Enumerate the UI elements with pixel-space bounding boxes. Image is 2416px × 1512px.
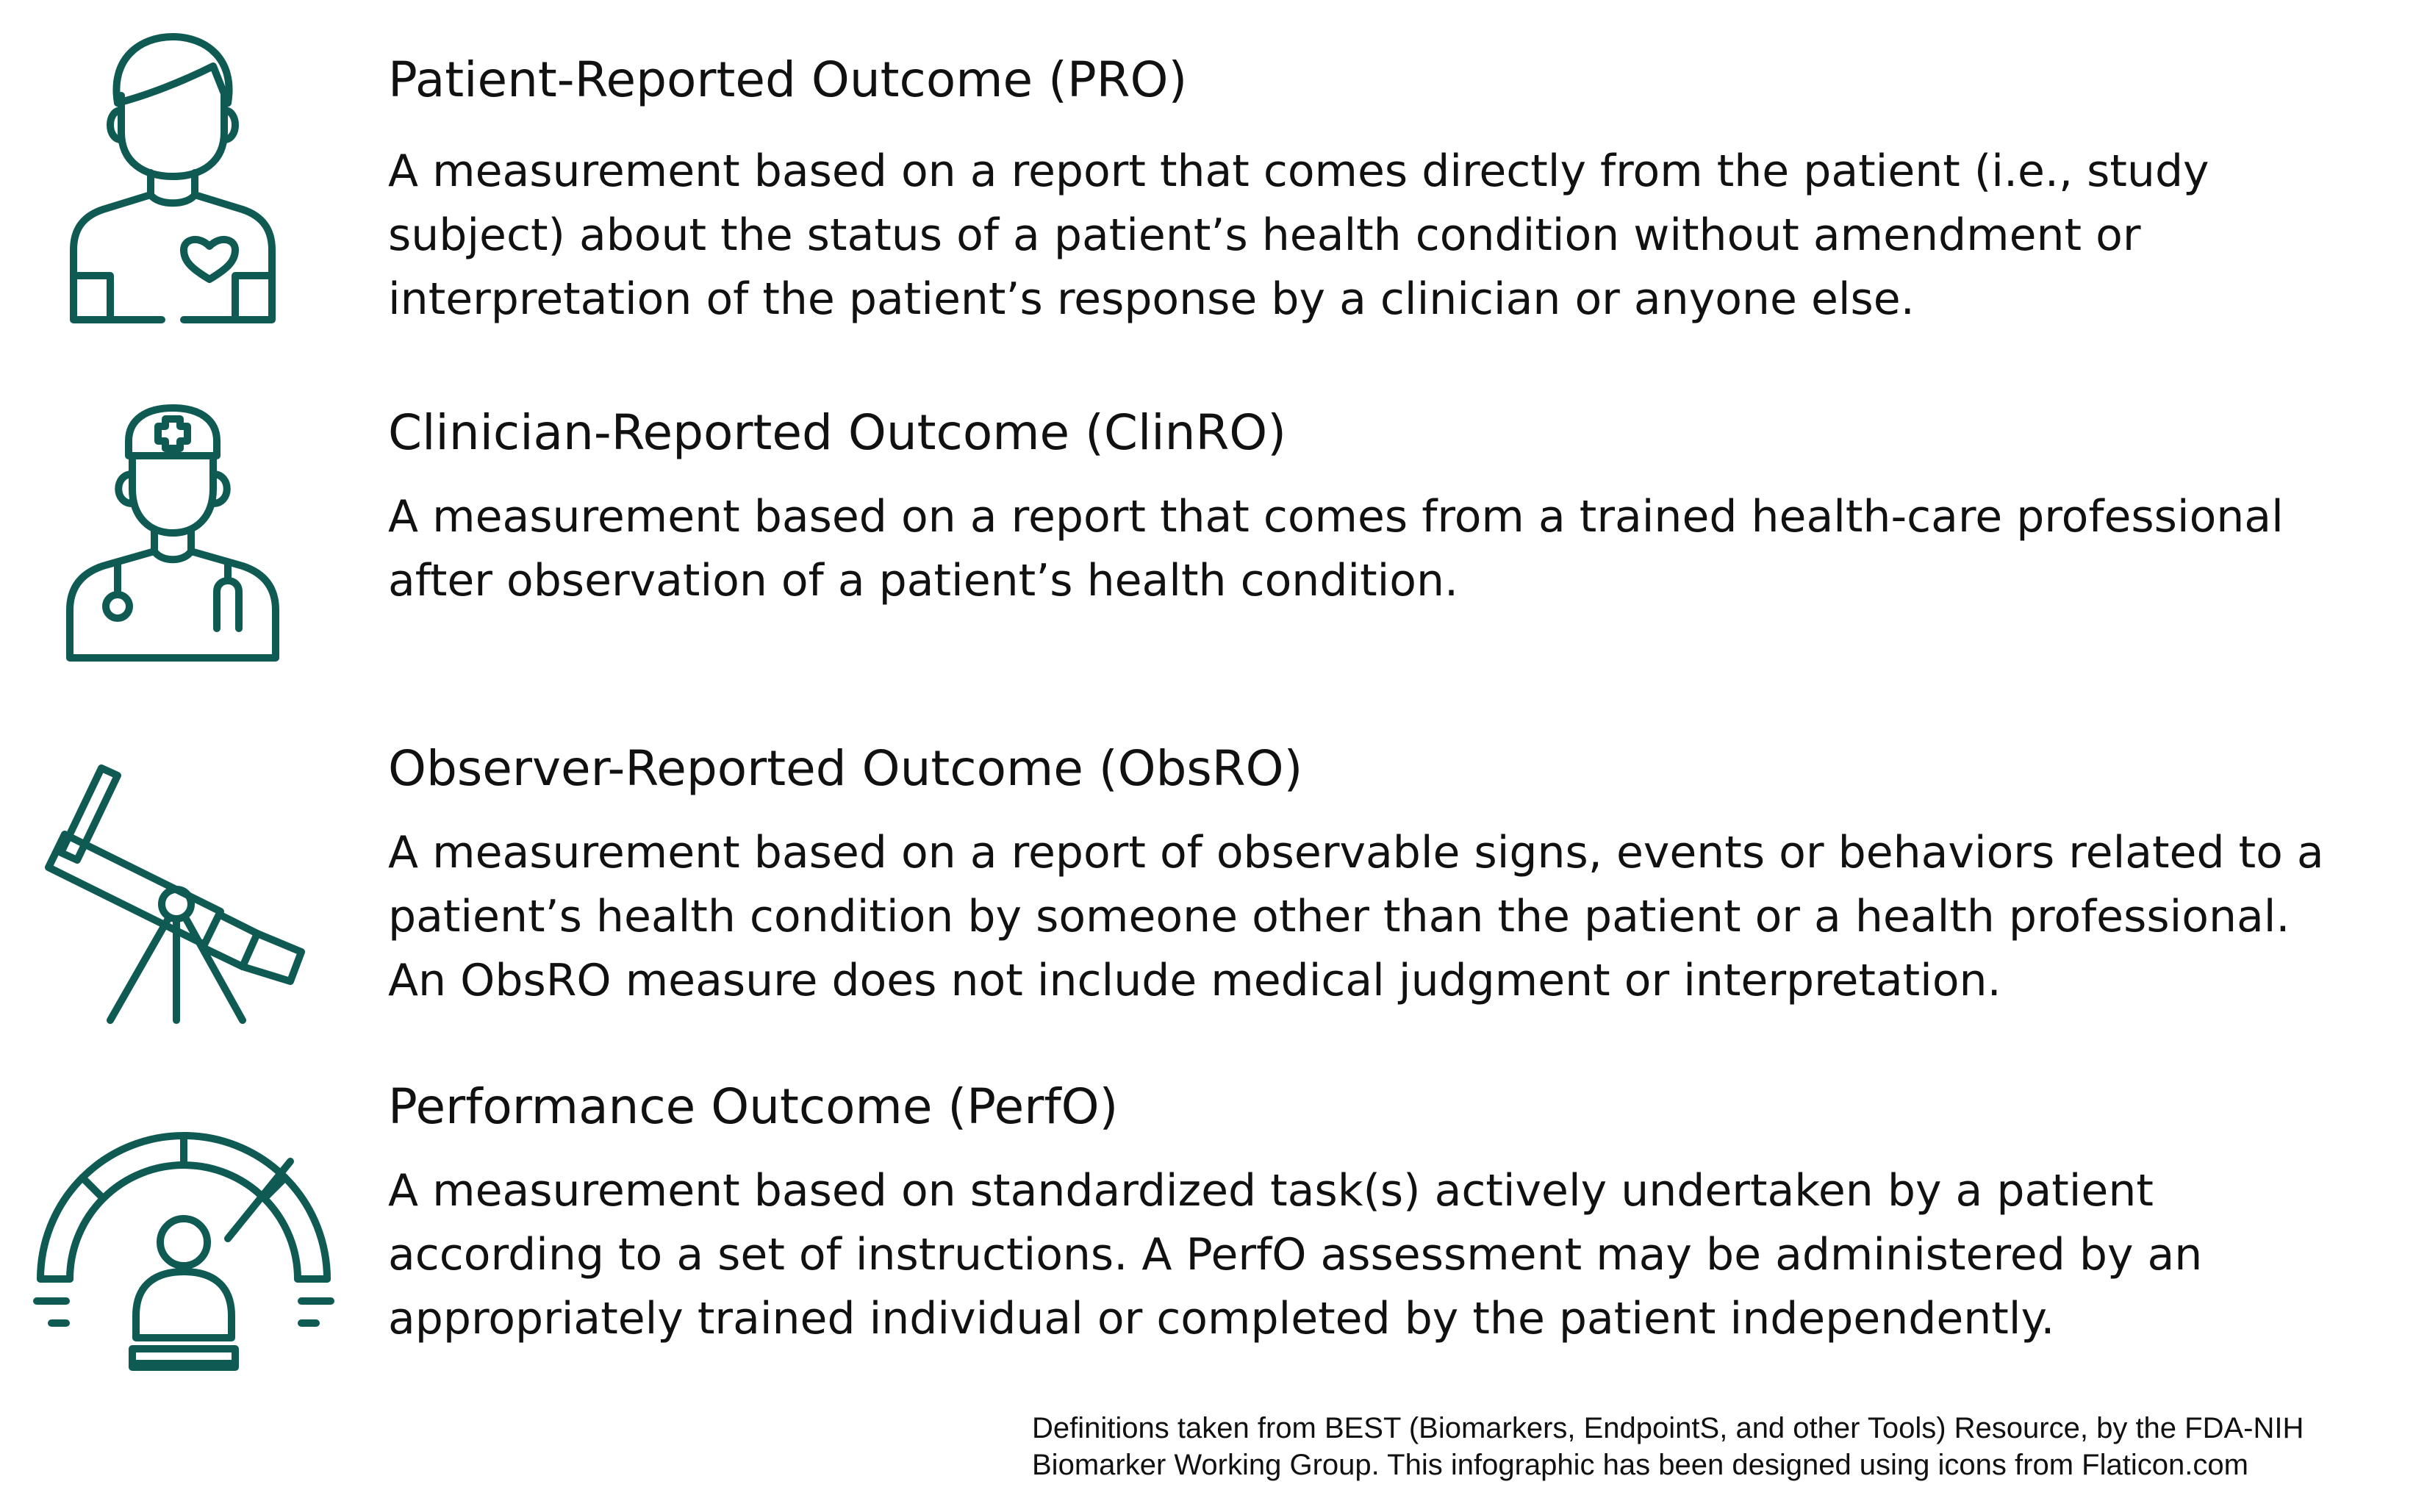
perfo-line-2: according to a set of instructions. A PerfO assessment may be administered by an	[388, 1229, 2203, 1280]
perfo-title: Performance Outcome (PerfO)	[388, 1078, 1119, 1135]
perfo-line-1: A measurement based on standardized task(s) actively undertaken by a patient	[388, 1165, 2154, 1217]
clinro-definition	[388, 403, 2373, 613]
obsro-line-3: An ObsRO measure does not include medical judgment or interpretation.	[388, 955, 2001, 1006]
source-credit	[1032, 1410, 2304, 1483]
pro-title: Patient-Reported Outcome (PRO)	[388, 51, 1188, 108]
pro-line-2: subject) about the status of a patient’s health condition without amendment or	[388, 209, 2141, 261]
obsro-line-1: A measurement based on a report of observable signs, events or behaviors related to a	[388, 827, 2324, 878]
credit-line-2: Biomarker Working Group. This infographic has been designed using icons from Flaticon.com	[1032, 1449, 2248, 1481]
telescope-icon	[0, 757, 338, 1029]
obsro-title: Observer-Reported Outcome (ObsRO)	[388, 740, 1303, 797]
pro-line-3: interpretation of the patient’s response by a clinician or anyone else.	[388, 273, 1915, 325]
performance-gauge-icon	[0, 1095, 338, 1375]
clinro-line-1: A measurement based on a report that comes from a trained health-care professional	[388, 491, 2284, 542]
clinician-with-stethoscope-icon	[0, 397, 338, 669]
credit-line-1: Definitions taken from BEST (Biomarkers, EndpointS, and other Tools) Resource, by the FDA-NIH	[1032, 1412, 2304, 1444]
clinro-line-2: after observation of a patient’s health condition.	[388, 555, 1459, 606]
perfo-definition	[388, 1077, 2373, 1351]
patient-with-heart-icon	[0, 22, 338, 331]
clinro-title: Clinician-Reported Outcome (ClinRO)	[388, 404, 1286, 461]
pro-line-1: A measurement based on a report that comes directly from the patient (i.e., study	[388, 146, 2209, 197]
pro-definition	[388, 50, 2373, 332]
obsro-line-2: patient’s health condition by someone other than the patient or a health professional.	[388, 891, 2290, 942]
obsro-definition	[388, 739, 2373, 1013]
perfo-line-3: appropriately trained individual or completed by the patient independently.	[388, 1293, 2055, 1344]
